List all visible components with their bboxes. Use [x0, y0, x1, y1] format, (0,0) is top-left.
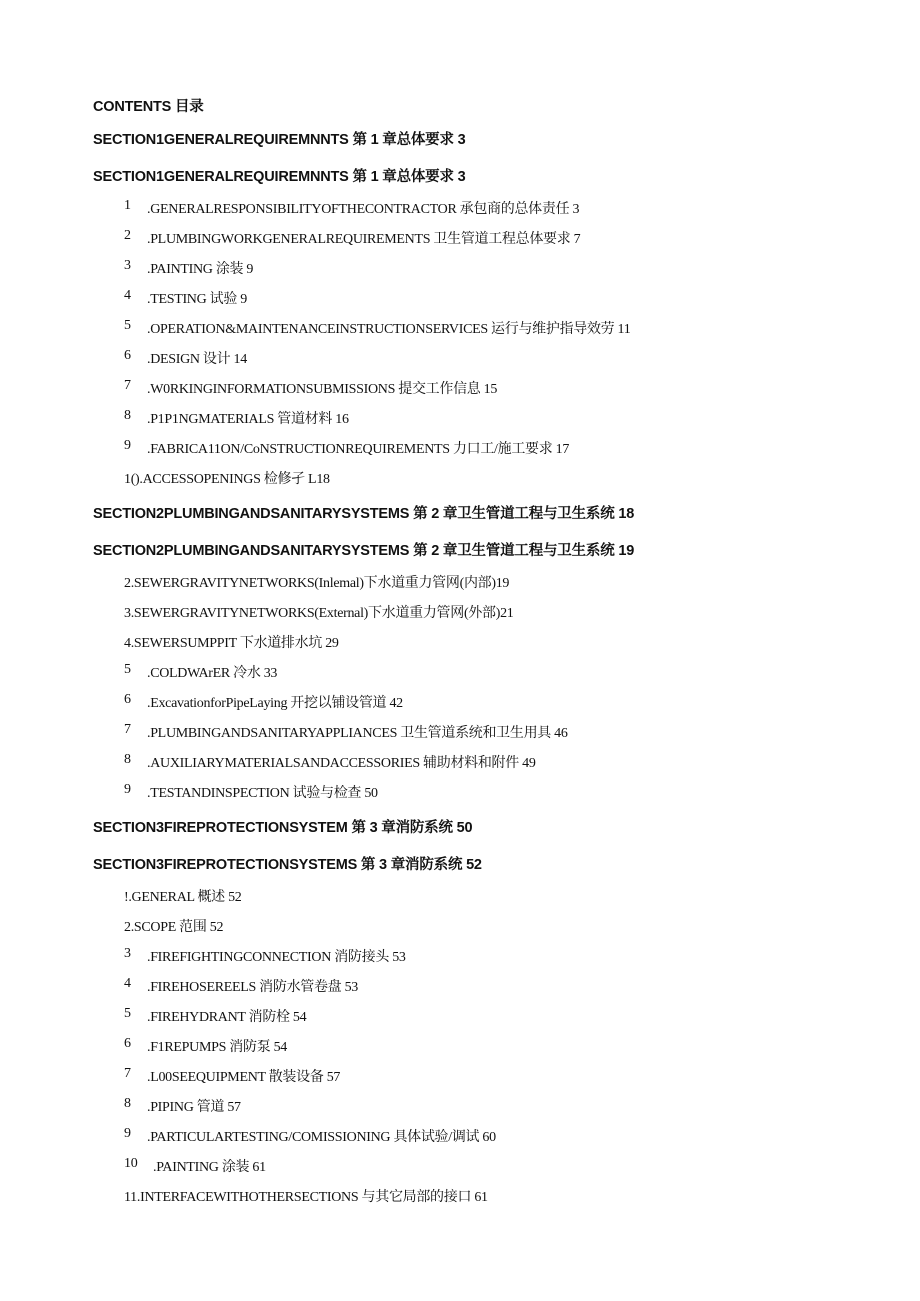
entry-number: 1: [124, 198, 131, 213]
toc-entry: 1().ACCESSOPENINGS 检修孑 L18: [124, 472, 330, 487]
entry-text: .DESIGN 设计 14: [147, 352, 247, 367]
section-heading: SECTION1GENERALREQUIREMNNTS 第 1 章总体要求 3: [93, 132, 466, 148]
entry-number: 3: [124, 946, 131, 961]
entry-number: 2: [124, 228, 131, 243]
entry-number: 9: [124, 1126, 131, 1141]
entry-text: .GENERALRESPONSIBILITYOFTHECONTRACTOR 承包商的总体责任 3: [147, 202, 580, 217]
section-heading: SECTION2PLUMBINGANDSANITARYSYSTEMS 第 2 章卫生管道工程与卫生系统 18: [93, 506, 635, 522]
entry-text: .FIREHOSEREELS 消防水管卷盘 53: [147, 980, 358, 995]
entry-number: 7: [124, 1066, 131, 1081]
entry-text: .P1P1NGMATERIALS 管道材料 16: [147, 412, 349, 427]
entry-number: 7: [124, 722, 131, 737]
entry-number: 6: [124, 692, 131, 707]
toc-title: CONTENTS 目录: [93, 99, 204, 115]
entry-number: 3: [124, 258, 131, 273]
toc-entry: 2.SCOPE 范围 52: [124, 920, 224, 935]
section-heading: SECTION3FIREPROTECTIONSYSTEMS 第 3 章消防系统 52: [93, 857, 482, 873]
section-heading: SECTION2PLUMBINGANDSANITARYSYSTEMS 第 2 章卫生管道工程与卫生系统 19: [93, 543, 635, 559]
section-heading: SECTION3FIREPROTECTIONSYSTEM 第 3 章消防系统 50: [93, 820, 473, 836]
entry-text: .W0RKINGINFORMATIONSUBMISSIONS 提交工作信息 15: [147, 382, 498, 397]
entry-number: 4: [124, 288, 131, 303]
entry-text: .PAINTING 涂装 9: [147, 262, 254, 277]
entry-text: .L00SEEQUIPMENT 散装设备 57: [147, 1070, 341, 1085]
entry-number: 6: [124, 348, 131, 363]
entry-number: 8: [124, 1096, 131, 1111]
toc-entry: !.GENERAL 概述 52: [124, 890, 242, 905]
entry-text: .FABRICA11ON/CoNSTRUCTIONREQUIREMENTS 力口工/施工要求 17: [147, 442, 570, 457]
entry-number: 9: [124, 438, 131, 453]
entry-text: .TESTANDINSPECTION 试验与检查 50: [147, 786, 378, 801]
entry-text: .F1REPUMPS 消防泵 54: [147, 1040, 287, 1055]
entry-text: .PLUMBINGWORKGENERALREQUIREMENTS 卫生管道工程总体要求 7: [147, 232, 581, 247]
entry-number: 10: [124, 1156, 138, 1171]
entry-number: 8: [124, 408, 131, 423]
entry-number: 5: [124, 318, 131, 333]
entry-number: 7: [124, 378, 131, 393]
entry-text: .PIPING 管道 57: [147, 1100, 241, 1115]
entry-text: .ExcavationforPipeLaying 开挖以铺设管道 42: [147, 696, 403, 711]
entry-text: .PAINTING 涂装 61: [153, 1160, 266, 1175]
toc-entry: 4.SEWERSUMPPIT 下水道排水坑 29: [124, 636, 339, 651]
entry-number: 5: [124, 662, 131, 677]
entry-text: .OPERATION&MAINTENANCEINSTRUCTIONSERVICES 运行与维护指导效劳 11: [147, 322, 631, 337]
entry-number: 5: [124, 1006, 131, 1021]
entry-text: .AUXILIARYMATERIALSANDACCESSORIES 辅助材料和附件 49: [147, 756, 536, 771]
entry-number: 8: [124, 752, 131, 767]
toc-entry: 2.SEWERGRAVITYNETWORKS(Inlemal)下水道重力管网(内部)19: [124, 576, 510, 591]
section-heading: SECTION1GENERALREQUIREMNNTS 第 1 章总体要求 3: [93, 169, 466, 185]
entry-text: .FIREHYDRANT 消防栓 54: [147, 1010, 307, 1025]
entry-text: .PARTICULARTESTING/COMISSIONING 具体试验/调试 60: [147, 1130, 496, 1145]
entry-text: .PLUMBINGANDSANITARYAPPLIANCES 卫生管道系统和卫生用具 46: [147, 726, 568, 741]
entry-number: 9: [124, 782, 131, 797]
toc-entry: 3.SEWERGRAVITYNETWORKS(External)下水道重力管网(外部)21: [124, 606, 514, 621]
toc-entry: 11.INTERFACEWITHOTHERSECTIONS 与其它局部的接口 61: [124, 1190, 488, 1205]
entry-text: .TESTING 试验 9: [147, 292, 247, 307]
entry-text: .FIREFIGHTINGCONNECTION 消防接头 53: [147, 950, 406, 965]
entry-text: .COLDWArER 冷水 33: [147, 666, 278, 681]
entry-number: 4: [124, 976, 131, 991]
entry-number: 6: [124, 1036, 131, 1051]
